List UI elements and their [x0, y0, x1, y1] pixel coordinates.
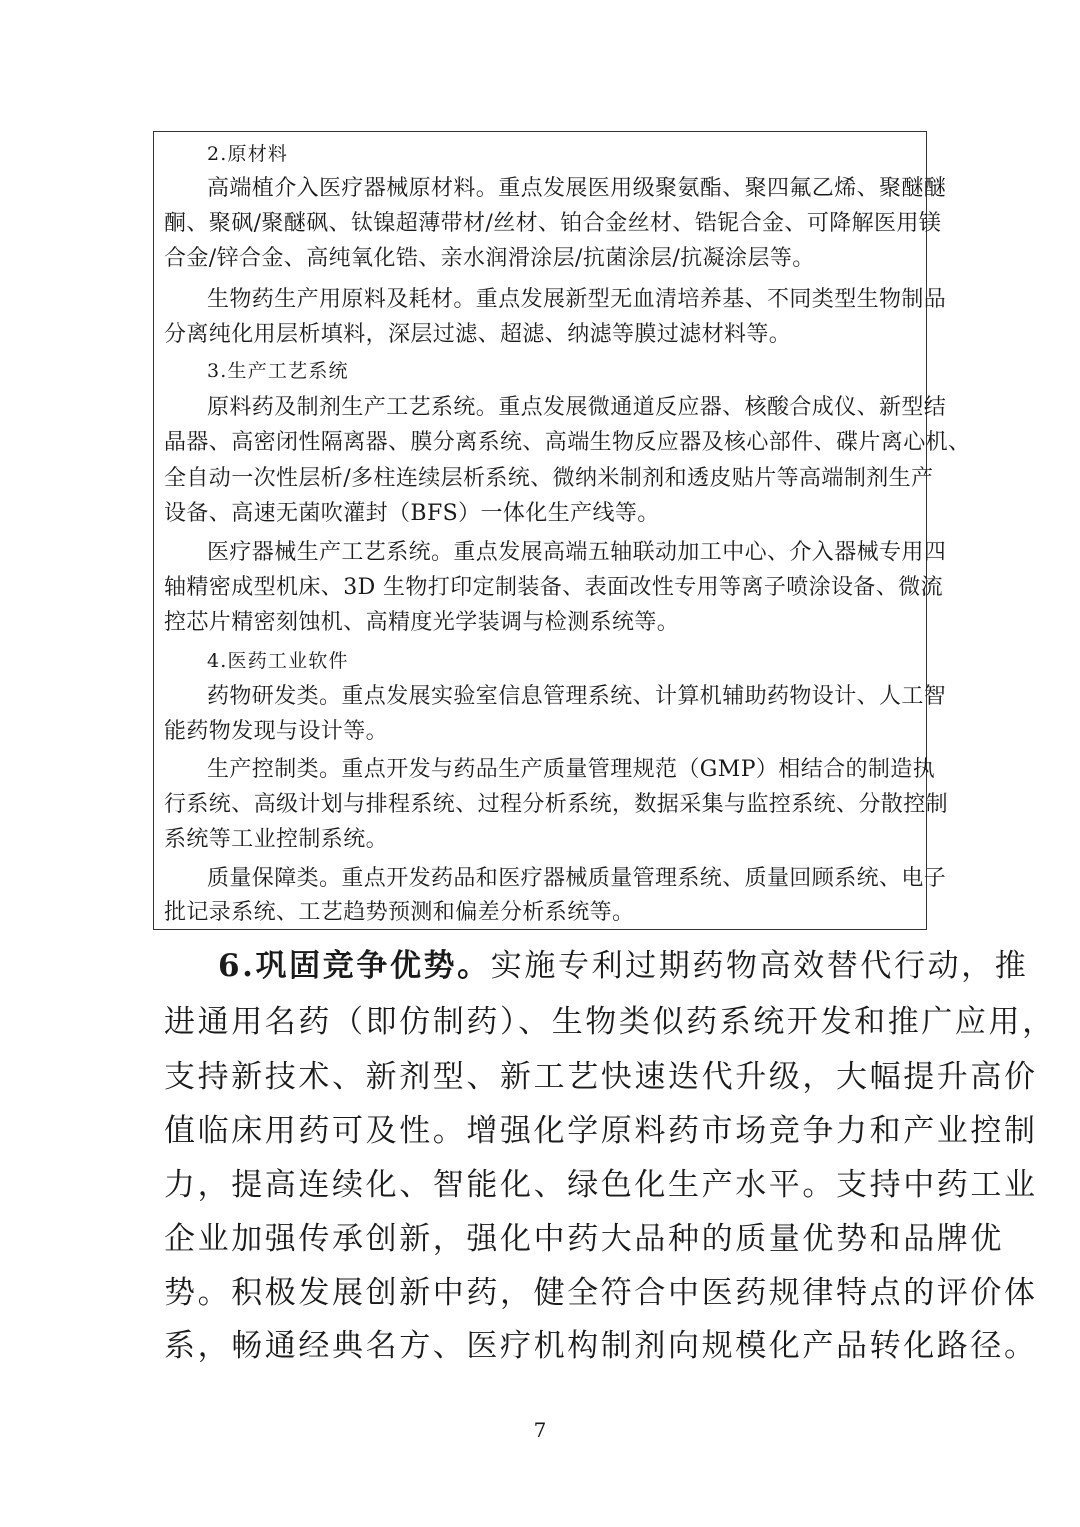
main-paragraph-line: 系，畅通经典名方、医疗机构制剂向规模化产品转化路径。: [164, 1328, 1038, 1364]
box-paragraph-line: 能药物发现与设计等。: [164, 719, 389, 744]
main-paragraph-line: 进通用名药（即仿制药）、生物类似药系统开发和推广应用，: [164, 1004, 1056, 1040]
box-section-heading: 3.生产工艺系统: [207, 360, 349, 382]
main-paragraph-first-line: [218, 946, 1028, 986]
box-paragraph-line: 全自动一次性层析/多柱连续层析系统、微纳米制剂和透皮贴片等高端制剂生产: [164, 466, 934, 491]
box-section-heading: 4.医药工业软件: [207, 650, 349, 672]
main-paragraph-line: 值临床用药可及性。增强化学原料药市场竞争力和产业控制: [164, 1113, 1038, 1149]
box-paragraph-line: 药物研发类。重点发展实验室信息管理系统、计算机辅助药物设计、人工智: [207, 684, 947, 709]
main-paragraph-line: 企业加强传承创新，强化中药大品种的质量优势和品牌优: [164, 1221, 1004, 1257]
main-paragraph-line: 力，提高连续化、智能化、绿色化生产水平。支持中药工业: [164, 1167, 1038, 1203]
main-paragraph-line: 势。积极发展创新中药，健全符合中医药规律特点的评价体: [164, 1275, 1038, 1311]
main-paragraph-text: 实施专利过期药物高效替代行动，推: [490, 948, 1029, 984]
box-paragraph-line: 设备、高速无菌吹灌封（BFS）一体化生产线等。: [164, 501, 660, 526]
page-number: 7: [533, 1418, 547, 1442]
box-paragraph-line: 原料药及制剂生产工艺系统。重点发展微通道反应器、核酸合成仪、新型结: [207, 395, 947, 420]
box-paragraph-line: 行系统、高级计划与排程系统、过程分析系统，数据采集与监控系统、分散控制: [164, 792, 949, 817]
box-paragraph-line: 系统等工业控制系统。: [164, 827, 389, 852]
box-paragraph-line: 批记录系统、工艺趋势预测和偏差分析系统等。: [164, 900, 635, 925]
main-heading: 6.巩固竞争优势。: [218, 948, 491, 984]
box-paragraph-line: 分离纯化用层析填料，深层过滤、超滤、纳滤等膜过滤材料等。: [164, 322, 792, 347]
box-paragraph-line: 高端植介入医疗器械原材料。重点发展医用级聚氨酯、聚四氟乙烯、聚醚醚: [207, 176, 947, 201]
box-paragraph-line: 生物药生产用原料及耗材。重点发展新型无血清培养基、不同类型生物制品: [207, 287, 947, 312]
box-paragraph-line: 酮、聚砜/聚醚砜、钛镍超薄带材/丝材、铂合金丝材、锆铌合金、可降解医用镁: [164, 211, 942, 236]
box-paragraph-line: 晶器、高密闭性隔离器、膜分离系统、高端生物反应器及核心部件、碟片离心机、: [164, 430, 971, 455]
box-paragraph-line: 控芯片精密刻蚀机、高精度光学装调与检测系统等。: [164, 610, 680, 635]
box-paragraph-line: 合金/锌合金、高纯氧化锆、亲水润滑涂层/抗菌涂层/抗凝涂层等。: [164, 246, 815, 271]
box-paragraph-line: 轴精密成型机床、3D 生物打印定制装备、表面改性专用等离子喷涂设备、微流: [164, 575, 944, 600]
box-section-heading: 2.原材料: [207, 143, 289, 165]
main-paragraph-line: 支持新技术、新剂型、新工艺快速迭代升级，大幅提升高价: [164, 1059, 1038, 1095]
box-paragraph-line: 生产控制类。重点开发与药品生产质量管理规范（GMP）相结合的制造执: [207, 757, 936, 782]
box-paragraph-line: 医疗器械生产工艺系统。重点发展高端五轴联动加工中心、介入器械专用四: [207, 540, 947, 565]
box-paragraph-line: 质量保障类。重点开发药品和医疗器械质量管理系统、质量回顾系统、电子: [207, 866, 947, 891]
